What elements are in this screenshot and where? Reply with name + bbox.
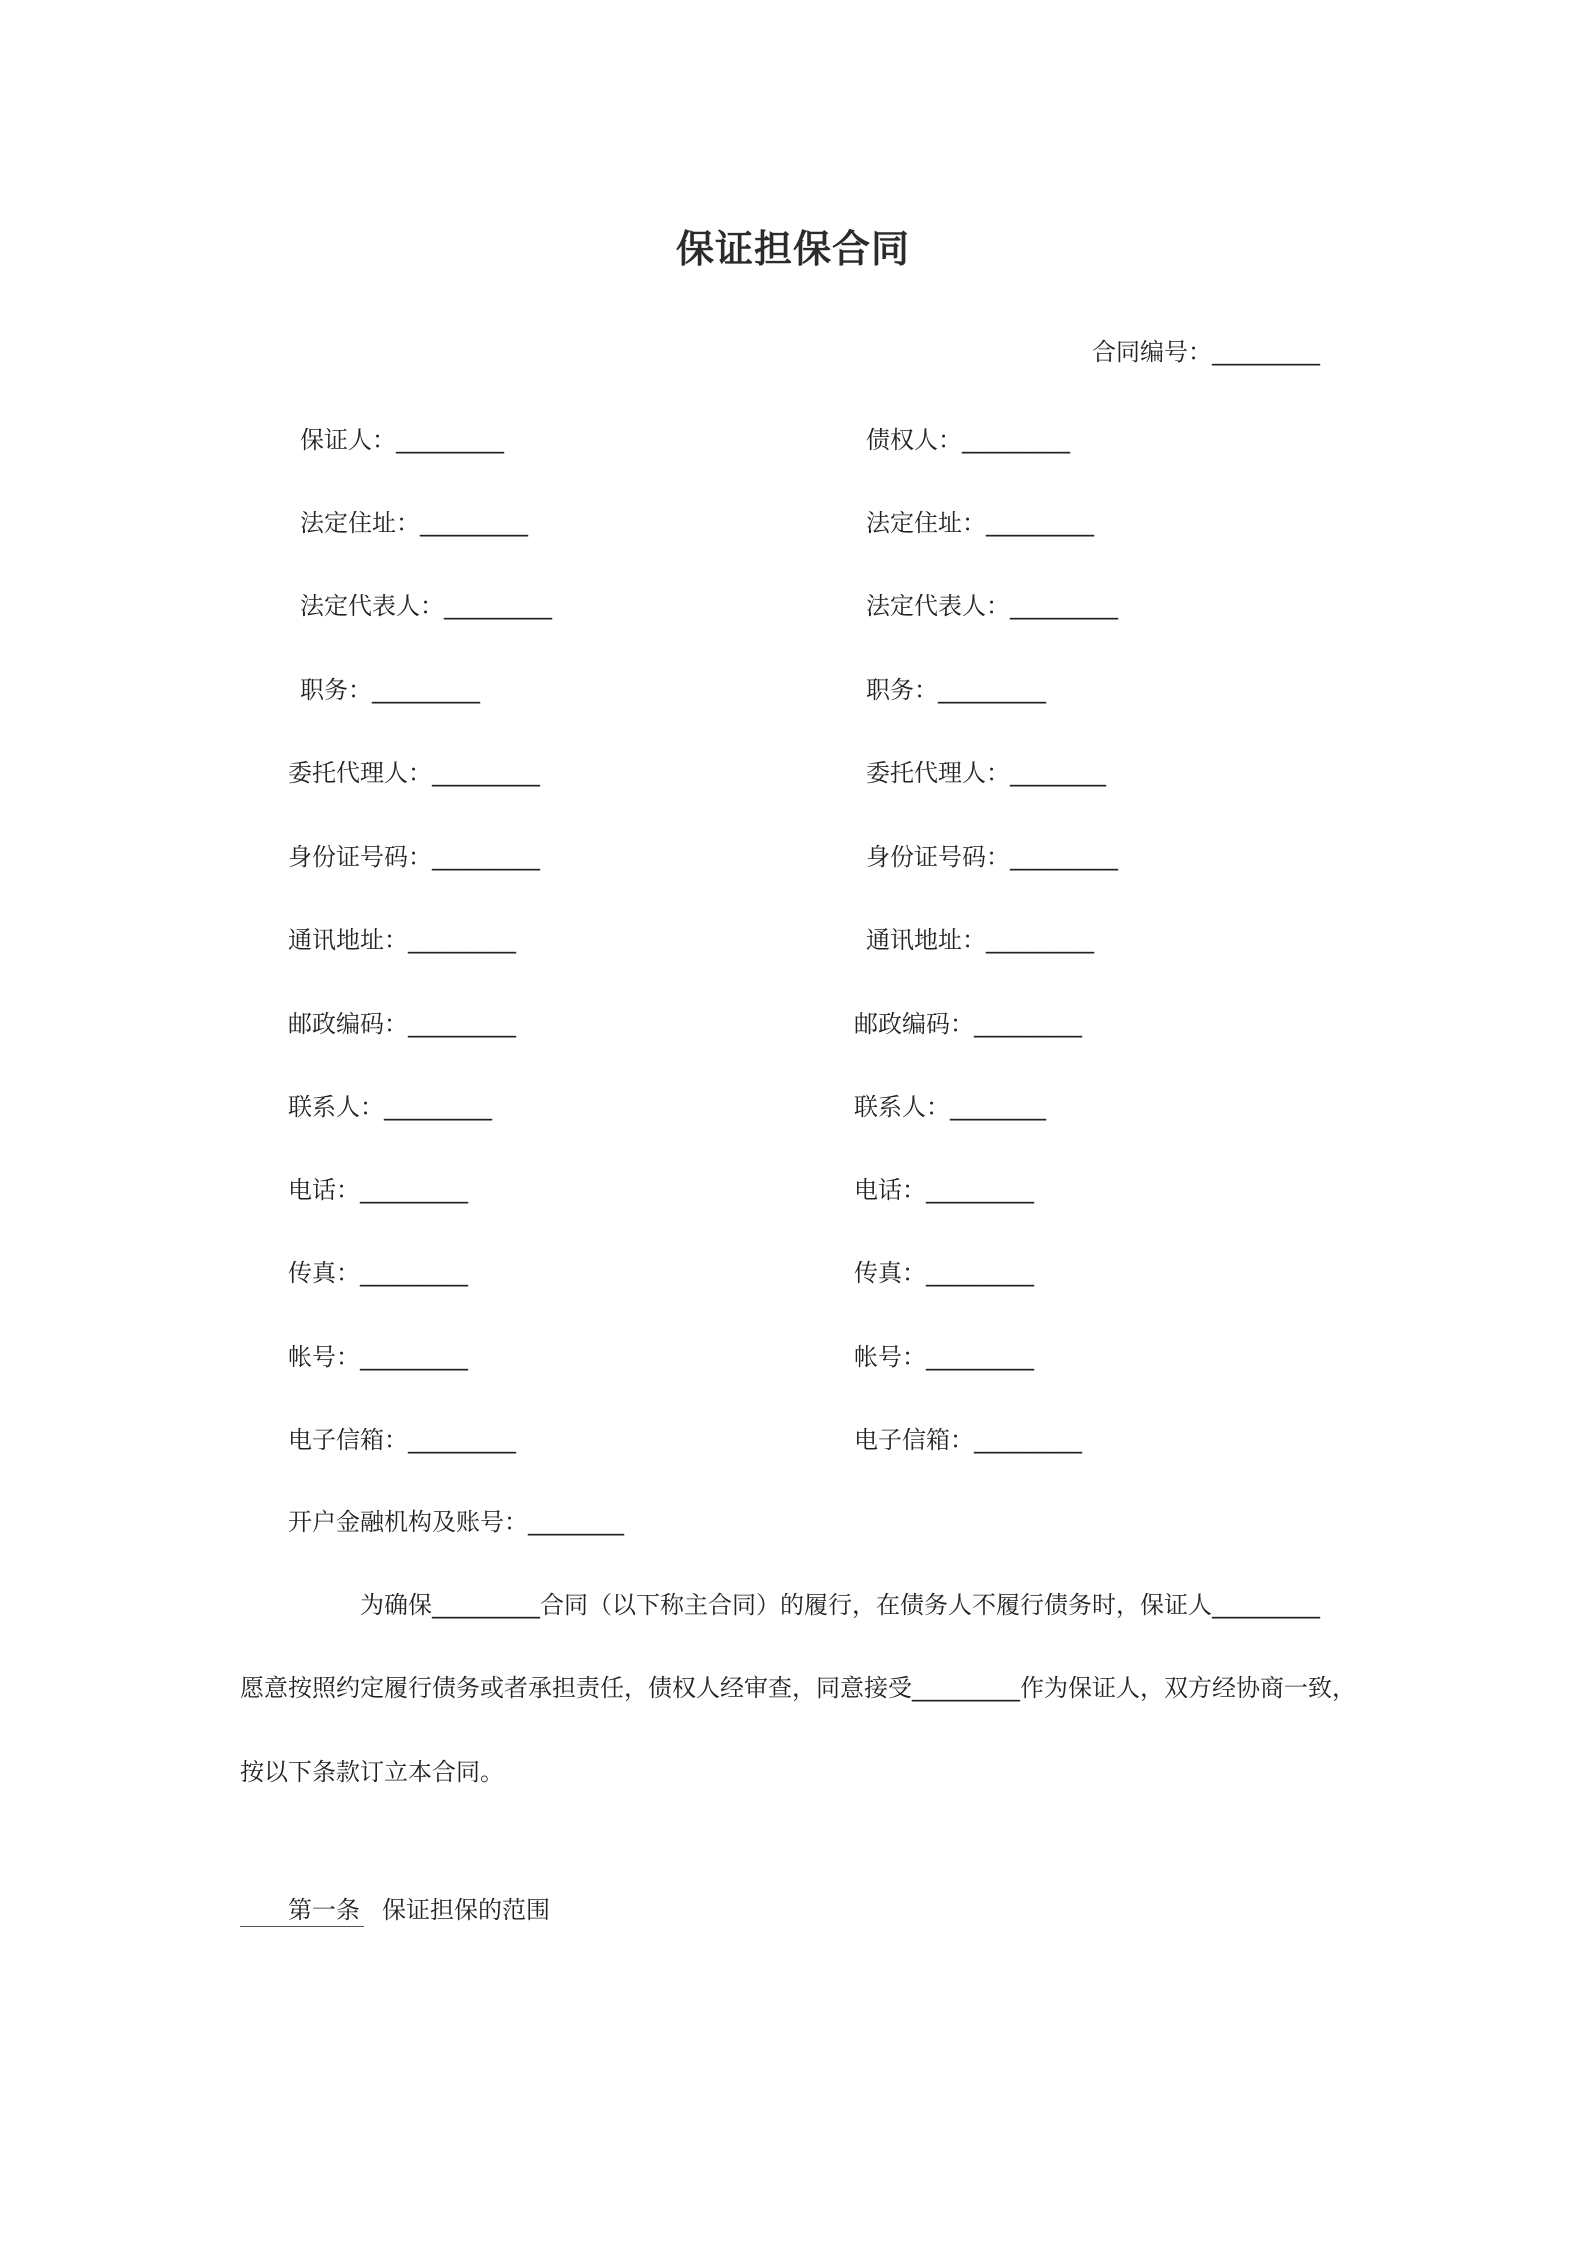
guarantor-postal-code: 邮政编码：_________ [288, 1010, 516, 1038]
document-title: 保证担保合同 [675, 227, 910, 271]
guarantor-name: 保证人：_________ [300, 426, 504, 454]
creditor-agent: 委托代理人：________ [866, 759, 1106, 787]
paragraph-line-3: 按以下条款订立本合同。 [240, 1758, 504, 1786]
guarantor-phone: 电话：_________ [288, 1176, 468, 1204]
creditor-fax: 传真：_________ [854, 1259, 1034, 1287]
creditor-legal-address: 法定住址：_________ [866, 509, 1094, 537]
creditor-legal-representative: 法定代表人：_________ [866, 592, 1118, 620]
creditor-contact-person: 联系人：________ [854, 1093, 1046, 1121]
article-1-heading: 保证担保的范围 [382, 1896, 550, 1924]
guarantor-agent: 委托代理人：_________ [288, 759, 540, 787]
creditor-account: 帐号：_________ [854, 1343, 1034, 1371]
creditor-email: 电子信箱：_________ [854, 1426, 1082, 1454]
guarantor-mailing-address: 通讯地址：_________ [288, 926, 516, 954]
contract-number: 合同编号：_________ [1092, 338, 1320, 366]
article-1-number: 第一条 [240, 1894, 364, 1927]
guarantor-bank-account: 开户金融机构及账号：________ [288, 1508, 624, 1536]
guarantor-email: 电子信箱：_________ [288, 1426, 516, 1454]
guarantor-account: 帐号：_________ [288, 1343, 468, 1371]
article-1 [240, 1894, 550, 1927]
guarantor-legal-address: 法定住址：_________ [300, 509, 528, 537]
creditor-position: 职务：_________ [866, 676, 1046, 704]
guarantor-contact-person: 联系人：_________ [288, 1093, 492, 1121]
creditor-postal-code: 邮政编码：_________ [854, 1010, 1082, 1038]
creditor-mailing-address: 通讯地址：_________ [866, 926, 1094, 954]
paragraph-line-2: 愿意按照约定履行债务或者承担责任，债权人经审查，同意接受_________作为保证人，双方经协商一致， [240, 1674, 1356, 1702]
creditor-id-number: 身份证号码：_________ [866, 843, 1118, 871]
guarantor-id-number: 身份证号码：_________ [288, 843, 540, 871]
creditor-phone: 电话：_________ [854, 1176, 1034, 1204]
guarantor-legal-representative: 法定代表人：_________ [300, 592, 552, 620]
paragraph-line-1: 为确保_________合同（以下称主合同）的履行，在债务人不履行债务时，保证人_________ [360, 1591, 1320, 1619]
creditor-name: 债权人：_________ [866, 426, 1070, 454]
guarantor-fax: 传真：_________ [288, 1259, 468, 1287]
guarantor-position: 职务：_________ [300, 676, 480, 704]
